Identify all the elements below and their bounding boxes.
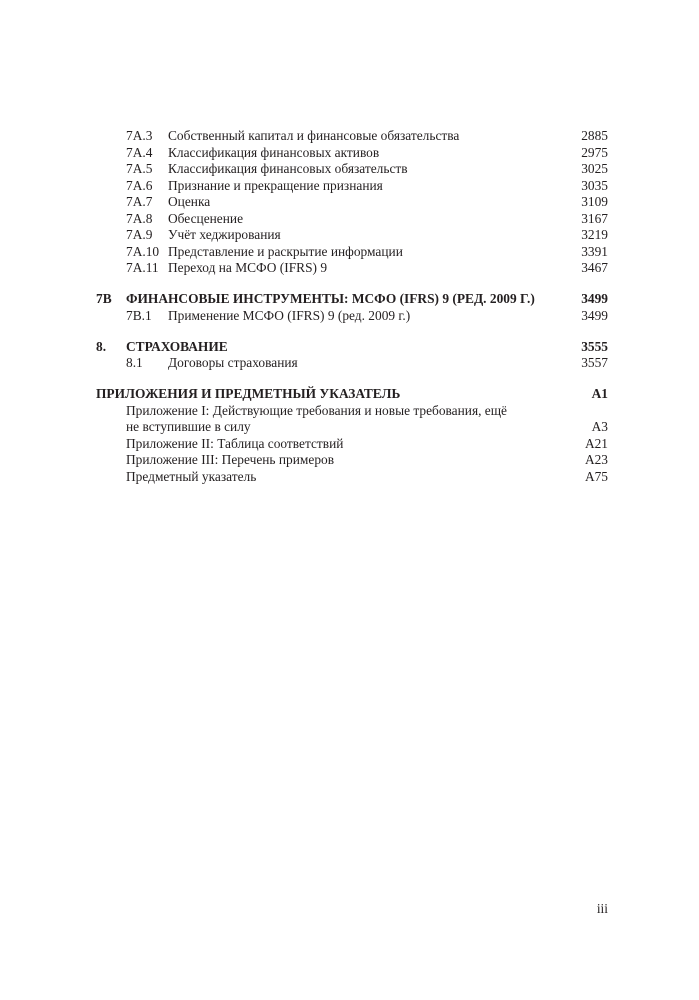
- entry-page: 3499: [581, 307, 608, 323]
- entry-title: Приложение III: Перечень примеров: [126, 452, 335, 467]
- entry-title: Признание и прекращение признания: [168, 177, 383, 193]
- entry-page: A3: [591, 419, 608, 434]
- entry-page: A23: [584, 452, 608, 467]
- entry-page: 3025: [581, 161, 608, 176]
- entry-number: 8.1: [126, 355, 143, 370]
- entry-title: Классификация финансовых активов: [168, 144, 380, 160]
- section-number: 7B: [96, 291, 112, 306]
- entry-page: 3391: [581, 243, 608, 259]
- entry-number: 7A.5: [126, 161, 153, 176]
- entry-title: Представление и раскрытие информации: [168, 243, 403, 259]
- entry-number: 7A.4: [126, 144, 153, 160]
- entry-title: Приложение II: Таблица соответствий: [126, 435, 344, 451]
- entry-number: 7A.9: [126, 227, 153, 242]
- entry-title: Оценка: [168, 194, 211, 209]
- entry-page: A21: [584, 435, 608, 451]
- section-page: 3499: [581, 291, 608, 306]
- section-title: СТРАХОВАНИЕ: [126, 338, 228, 354]
- section-number: 8.: [96, 338, 107, 354]
- entry-title: Договоры страхования: [168, 355, 298, 370]
- page-number: iii: [596, 901, 608, 916]
- section-page: A1: [591, 386, 608, 401]
- entry-number: 7B.1: [126, 307, 152, 323]
- section-title: ПРИЛОЖЕНИЯ И ПРЕДМЕТНЫЙ УКАЗАТЕЛЬ: [96, 386, 401, 401]
- entry-number: 7A.7: [126, 194, 153, 209]
- entry-title: Учёт хеджирования: [168, 227, 281, 242]
- entry-number: 7A.3: [126, 128, 153, 143]
- entry-page: 3219: [581, 227, 608, 242]
- entry-number: 7A.6: [126, 177, 153, 193]
- entry-number: 7A.10: [126, 243, 160, 259]
- entry-page: 3109: [581, 194, 608, 209]
- section-title: ФИНАНСОВЫЕ ИНСТРУМЕНТЫ: МСФО (IFRS) 9 (РЕД. 2009 Г.): [126, 291, 535, 306]
- entry-title: Классификация финансовых обязательств: [168, 161, 408, 176]
- entry-page: 3557: [581, 355, 608, 370]
- entry-title: Предметный указатель: [126, 468, 257, 484]
- entry-title: Применение МСФО (IFRS) 9 (ред. 2009 г.): [168, 307, 411, 323]
- entry-page: A75: [584, 468, 608, 484]
- entry-title-continued: не вступившие в силу: [126, 419, 251, 434]
- entry-number: 7A.11: [126, 260, 159, 275]
- section-page: 3555: [581, 338, 608, 354]
- entry-page: 3035: [581, 177, 608, 193]
- entry-title: Обесценение: [168, 210, 244, 226]
- entry-page: 2975: [581, 144, 608, 160]
- entry-page: 2885: [581, 128, 608, 143]
- entry-number: 7A.8: [126, 210, 153, 226]
- entry-page: 3467: [581, 260, 608, 275]
- entry-title: Приложение I: Действующие требования и новые требования, ещё: [126, 402, 507, 418]
- entry-title: Переход на МСФО (IFRS) 9: [168, 260, 328, 275]
- entry-title: Собственный капитал и финансовые обязательства: [168, 128, 460, 143]
- entry-page: 3167: [581, 210, 608, 226]
